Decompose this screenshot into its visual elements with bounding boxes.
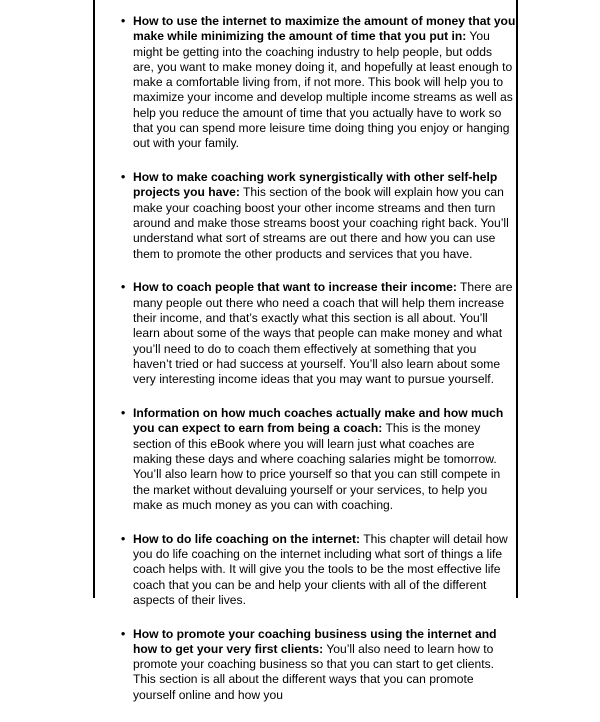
list-item <box>121 170 516 262</box>
item-body: You might be getting into the coaching industry to help people, but odds are, you want to make money doing it, and hopefully at least enough to make a comfortable living from, if not more. This book will help you to maximize your income and develop multiple income streams as well as help you reduce the amount of time that you actually have to work so that you can spend more leisure time doing thing you enjoy or hanging out with your family. <box>133 29 513 151</box>
item-body: There are many people out there who need a coach that will help them increase their income, and that’s exactly what this section is all about. You’ll learn about some of the ways that people can make money and what you’ll need to do to coach them effectively at something that you haven’t tried or had success at yourself. You’ll also learn about some very interesting income ideas that you may want to pursue yourself. <box>133 280 513 387</box>
item-body: This chapter will detail how you do life coaching on the internet including what sort of things a life coach helps with. It will give you the tools to be the most effective life coach that you can be and help your clients with all of the different aspects of their lives. <box>133 531 508 607</box>
list-item <box>121 280 516 387</box>
bullet-marker: • <box>121 14 126 28</box>
bullet-marker: • <box>121 406 126 421</box>
item-body: You’ll also need to learn how to promote your coaching business so that you can start to get clients. This section is all about the different ways that you can promote yourself online and how you <box>133 641 494 702</box>
item-heading: Information on how much coaches actually make and how much you can expect to earn from being a coach: <box>133 406 504 436</box>
list-item <box>121 626 516 703</box>
item-heading: How to coach people that want to increase their income: <box>133 280 457 295</box>
bullet-marker: • <box>121 280 126 295</box>
list-item <box>121 14 516 152</box>
item-heading: How to make coaching work synergistically with other self-help projects you have: <box>133 170 498 200</box>
item-body: This section of the book will explain how you can make your coaching boost your other income streams and then turn around and make those streams boost your coaching right back. You’ll understand what sort of streams are out there and how you can use them to promote the other products and services that you have. <box>133 185 509 261</box>
list-item <box>121 406 516 513</box>
bullet-marker: • <box>121 531 126 546</box>
item-heading: How to use the internet to maximize the amount of money that you make while minimizing the amount of time that you put in: <box>133 14 516 44</box>
bullet-marker: • <box>121 170 126 185</box>
item-body: This is the money section of this eBook where you will learn just what coaches are making these days and where coaching salaries might be tomorrow. You’ll also learn how to price yourself so that you can still compete in the market without devaluing yourself or your services, to help you make as much money as you can with coaching. <box>133 421 501 512</box>
bullet-list <box>95 14 516 722</box>
bullet-marker: • <box>121 626 126 641</box>
item-heading: How to promote your coaching business using the internet and how to get your very first clients: <box>133 626 497 656</box>
item-heading: How to do life coaching on the internet: <box>133 531 361 546</box>
document-page <box>93 0 518 702</box>
list-item <box>121 531 516 608</box>
